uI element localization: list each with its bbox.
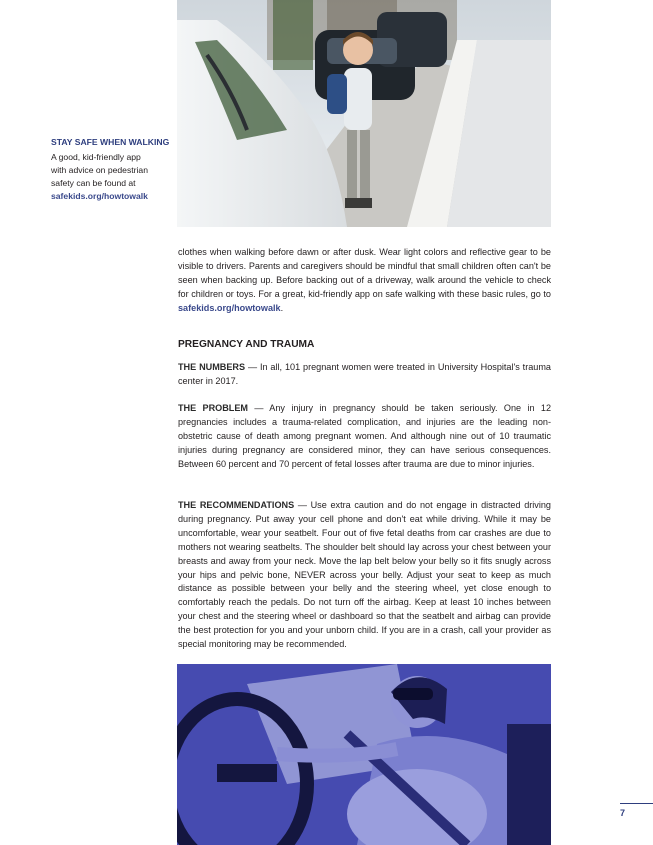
problem-label: THE PROBLEM xyxy=(178,403,249,413)
problem-text: — Any injury in pregnancy should be taken seriously. One in 12 pregnancies includes a trauma-related complication, and injuries are the leading non-obstetric cause of death among pregnant women. And although nine out of 10 traumatic injuries during pregnancy are considered minor, they can have serious consequences. Between 60 percent and 70 percent of fetal losses after trauma are due to minor injuries. xyxy=(178,403,551,469)
problem-paragraph xyxy=(178,402,551,472)
intro-text-end: . xyxy=(280,302,284,313)
pregnant-driver-photo xyxy=(177,664,551,845)
intro-text: clothes when walking before dawn or after dusk. Wear light colors and reflective gear to be visible to drivers. Parents and caregivers should be mindful that small children often can't be seen when backing up. Before backing out of a driveway, walk around the vehicle to check for children or toys. For a great, kid-friendly app on safe walking with these basic rules, go to xyxy=(178,247,551,299)
sidebar-title: STAY SAFE WHEN WALKING xyxy=(51,137,170,147)
numbers-paragraph xyxy=(178,361,551,389)
intro-link[interactable]: safekids.org/howtowalk xyxy=(178,302,281,313)
section-heading: PREGNANCY AND TRAUMA xyxy=(178,339,315,350)
pregnant-driver-illustration xyxy=(177,664,551,845)
child-pedestrian-photo xyxy=(177,0,551,227)
sidebar-body-line: with advice on pedestrian xyxy=(51,165,148,175)
sidebar-link[interactable]: safekids.org/howtowalk xyxy=(51,191,148,201)
numbers-text: — In all, 101 pregnant women were treated in University Hospital's trauma center in 2017. xyxy=(178,362,551,386)
recommendations-label: THE RECOMMENDATIONS xyxy=(178,500,295,510)
sidebar-body-line: safety can be found at xyxy=(51,178,136,188)
sidebar-callout xyxy=(51,136,171,203)
numbers-label: THE NUMBERS xyxy=(178,362,246,372)
child-pedestrian-illustration xyxy=(177,0,551,227)
page-number-rule xyxy=(620,803,653,804)
intro-paragraph xyxy=(178,246,551,316)
page-number: 7 xyxy=(620,808,626,818)
sidebar-body-line: A good, kid-friendly app xyxy=(51,152,141,162)
recommendations-text: — Use extra caution and do not engage in distracted driving during pregnancy. Put away your cell phone and don't eat while driving. While it may be uncomfortable, wear your seatbelt. Four out of five fetal deaths from car crashes are due to mothers not wearing seatbelts. The shoulder belt should lay across your chest between your breasts and away from your neck. Move the lap belt below your belly so it fits snugly across your hips and pelvic bone, NEVER across your belly. Adjust your seat to keep as much distance as possible between your belly and the steering wheel, yet close enough to comfortably reach the pedals. Do not turn off the airbag. Keep at least 10 inches between your chest and the steering wheel or dashboard so that the seatbelt and airbag can provide the best protection for you and your unborn child. If you are in a crash, call your provider as special monitoring may be recommended. xyxy=(178,500,551,650)
sidebar-body xyxy=(51,151,171,190)
recommendations-paragraph xyxy=(178,499,551,652)
